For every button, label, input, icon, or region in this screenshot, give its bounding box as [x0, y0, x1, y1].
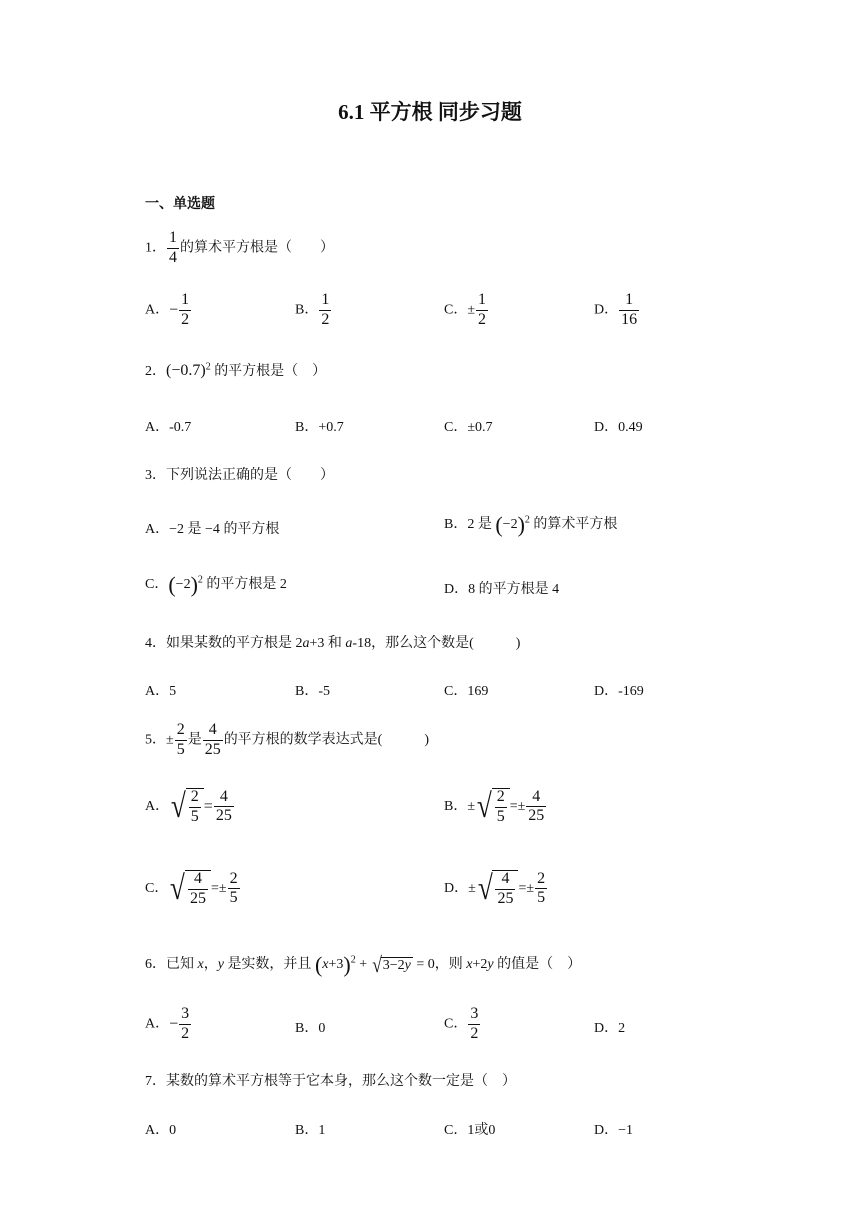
q6-option-a: A．− $\frac{3}{2}$ [145, 1005, 190, 1042]
q7-option-c: C．1或0 [444, 1123, 496, 1138]
q3-option-d: D．8 的平方根是 4 [444, 582, 560, 597]
question-2: 2．$(-0.7)^2$ 的平方根是（ ） [145, 361, 327, 379]
q2-option-a: A．-0.7 [145, 420, 192, 435]
q7-option-a: A．0 [145, 1123, 177, 1138]
page-title: 6.1 平方根 同步习题 [338, 100, 522, 124]
q6-option-c: C． $\frac{3}{2}$ [444, 1005, 479, 1042]
q1-option-b: B． $\frac{1}{2}$ [295, 291, 330, 328]
question-5: 5．± $\frac{2}{5}$ 是 $\frac{4}{25}$ 的平方根的数学表达式是( ) [145, 721, 430, 758]
q4-option-c: C．169 [444, 684, 489, 699]
question-6: 6．已知 x，y 是实数，并且 $(x+3)^2 + √3-2y = 0$，则 x+2y 的值是（ ） [145, 952, 582, 977]
question-3: 3．下列说法正确的是（ ） [145, 468, 334, 483]
q1-option-c: C．± $\frac{1}{2}$ [444, 291, 487, 328]
q4-option-d: D．-169 [594, 684, 644, 699]
q6-option-d: D．2 [594, 1021, 626, 1036]
q3-option-b: B．2 是 $(-2)^2$ 的算术平方根 [444, 512, 618, 537]
question-7: 7．某数的算术平方根等于它本身，那么这个数一定是（ ） [145, 1074, 516, 1089]
question-4: 4．如果某数的平方根是 2a+3 和 a-18，那么这个数是( ) [145, 636, 521, 651]
q3-option-a: A．−2 是 −4 的平方根 [145, 522, 280, 537]
q2-option-c: C．±0.7 [444, 420, 493, 435]
q2-option-d: D．0.49 [594, 420, 643, 435]
q5-option-b: B．±√ $\frac{2}{5}$ =± $\frac{4}{25}$ [444, 787, 545, 825]
q5-option-a: A．√ $\frac{2}{5}$ = $\frac{4}{25}$ [145, 787, 232, 825]
q2-option-b: B．+0.7 [295, 420, 344, 435]
question-1: 1． $\frac{1}{4}$ 的算术平方根是（ ） [145, 229, 334, 266]
q7-option-b: B．1 [295, 1123, 326, 1138]
q5-option-c: C．√ $\frac{4}{25}$ =± $\frac{2}{5}$ [145, 869, 238, 907]
q1-option-d: D． $\frac{1}{16}$ [594, 291, 638, 328]
q5-option-d: D．±√ $\frac{4}{25}$ =± $\frac{2}{5}$ [444, 869, 546, 907]
q4-option-a: A．5 [145, 684, 177, 699]
section-heading: 一、单选题 [145, 197, 215, 212]
q1-option-a: A．− $\frac{1}{2}$ [145, 291, 190, 328]
q3-option-c: C．$(-2)^2$ 的平方根是 2 [145, 572, 287, 597]
q4-option-b: B．-5 [295, 684, 330, 699]
q6-option-b: B．0 [295, 1021, 326, 1036]
q7-option-d: D．−1 [594, 1123, 634, 1138]
